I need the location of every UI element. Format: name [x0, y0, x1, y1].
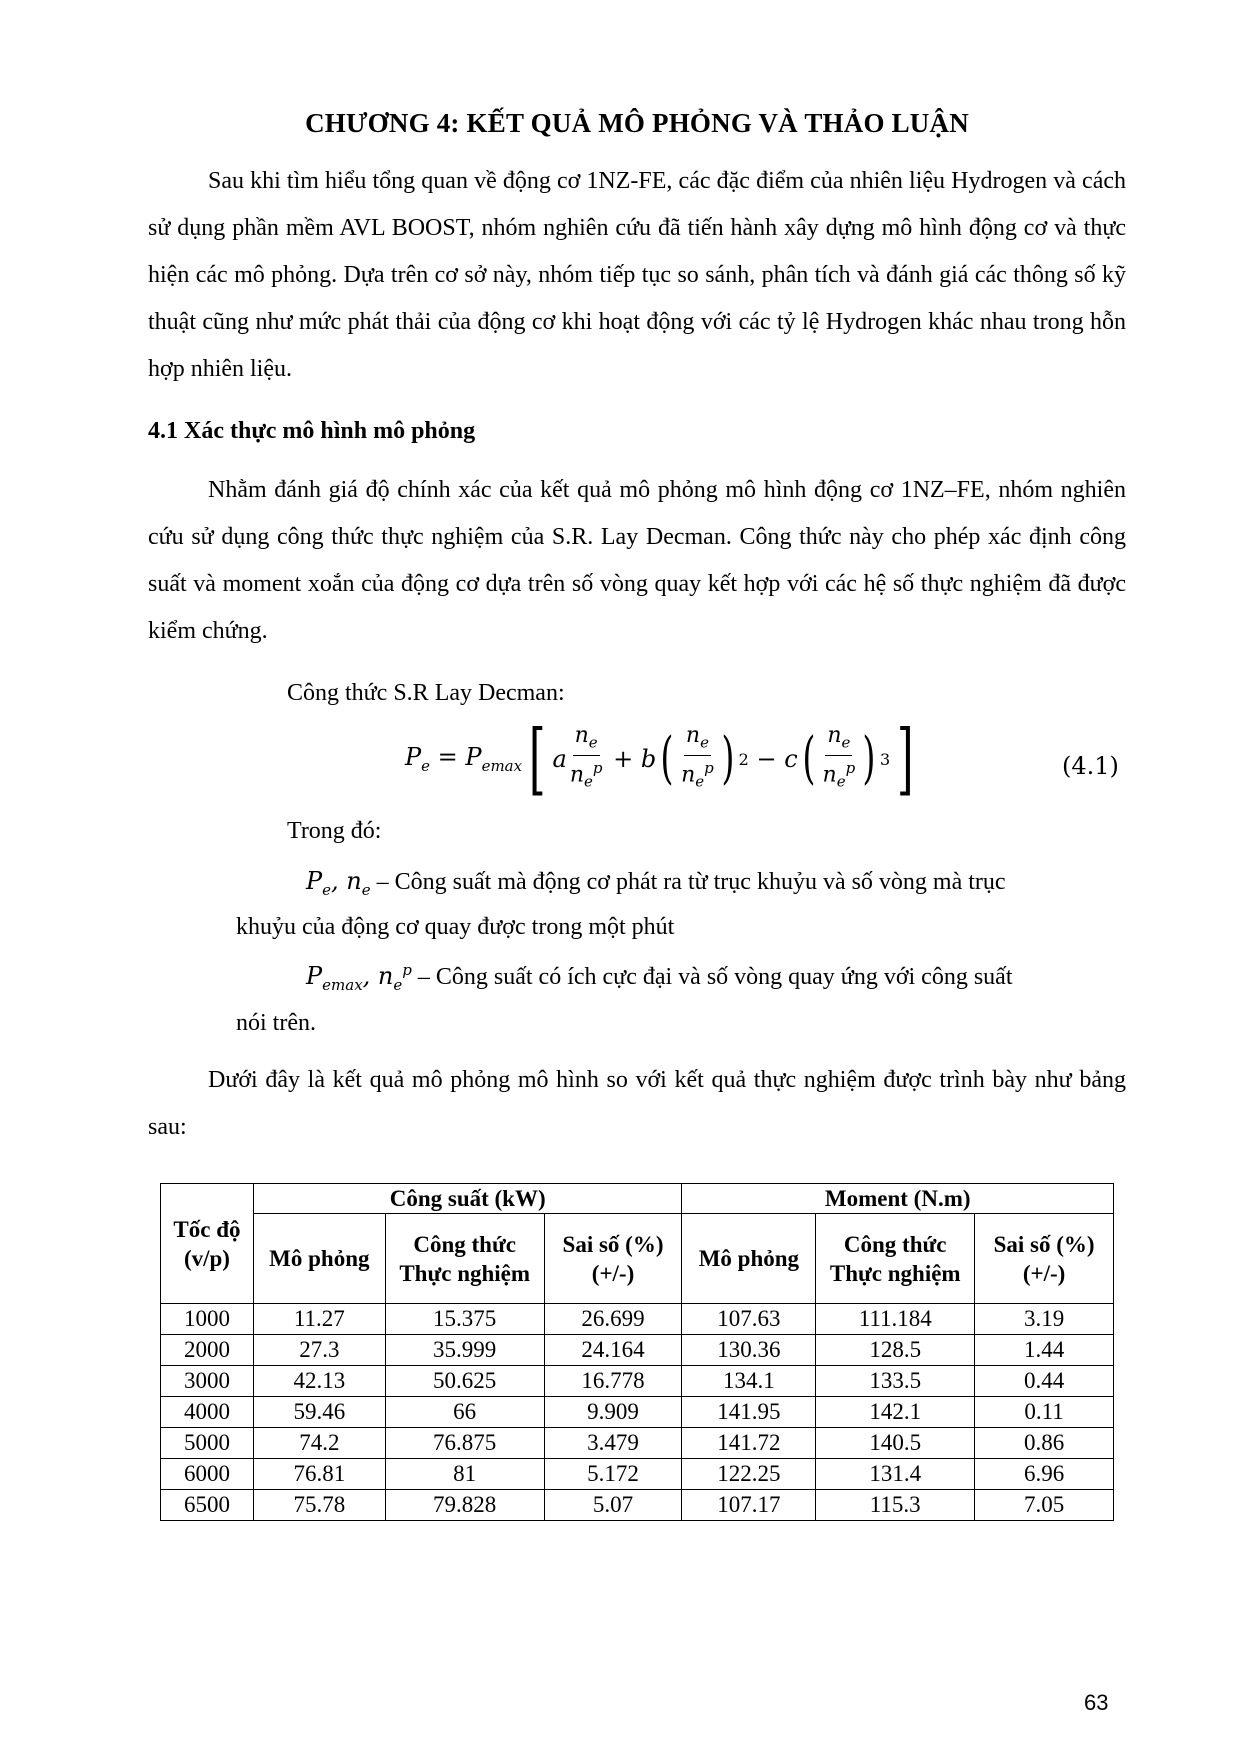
power-exp-header: Công thức Thực nghiệm: [385, 1214, 544, 1304]
table-cell: 9.909: [544, 1397, 682, 1428]
table-cell: 3000: [161, 1366, 254, 1397]
table-cell: 35.999: [385, 1335, 544, 1366]
table-cell: 128.5: [816, 1335, 975, 1366]
table-cell: 4000: [161, 1397, 254, 1428]
table-cell: 24.164: [544, 1335, 682, 1366]
intro-paragraph: Sau khi tìm hiểu tổng quan về động cơ 1NZ-FE, các đặc điểm của nhiên liệu Hydrogen và cách sử dụng phần mềm AVL BOOST, nhóm nghiên cứu đã tiến hành xây dựng mô hình động cơ và thực hiện các mô phỏng. Dựa trên cơ sở này, nhóm tiếp tục so sánh, phân tích và đánh giá các thông số kỹ thuật cũng như mức phát thải của động cơ khi hoạt động với các tỷ lệ Hydrogen khác nhau trong hỗn hợp nhiên liệu.: [148, 168, 1126, 382]
definition-1-line-2: khuỷu của động cơ quay được trong một phút: [236, 914, 675, 940]
moment-exp-header: Công thức Thực nghiệm: [816, 1214, 975, 1304]
table-cell: 6.96: [975, 1459, 1114, 1490]
table-cell: 0.44: [975, 1366, 1114, 1397]
power-err-header: Sai số (%) (+/-): [544, 1214, 682, 1304]
table-cell: 3.19: [975, 1304, 1114, 1335]
power-sim-header: Mô phỏng: [253, 1214, 385, 1304]
table-cell: 140.5: [816, 1428, 975, 1459]
moment-group-header: Moment (N.m): [682, 1184, 1114, 1214]
table-cell: 141.72: [682, 1428, 816, 1459]
table-cell: 122.25: [682, 1459, 816, 1490]
table-cell: 131.4: [816, 1459, 975, 1490]
table-row: [161, 1304, 1114, 1335]
table-cell: 115.3: [816, 1490, 975, 1521]
table-cell: 6000: [161, 1459, 254, 1490]
definition-2-line-1: $P_{emax}$, $n_e^p$ – Công suất có ích cực đại và số vòng quay ứng với công suất: [306, 961, 1013, 994]
table-cell: 0.11: [975, 1397, 1114, 1428]
table-cell: 1000: [161, 1304, 254, 1335]
table-cell: 2000: [161, 1335, 254, 1366]
definition-1-text: – Công suất mà động cơ phát ra từ trục khuỷu và số vòng mà trục: [376, 869, 1006, 895]
table-cell: 111.184: [816, 1304, 975, 1335]
table-cell: 76.875: [385, 1428, 544, 1459]
table-cell: 0.86: [975, 1428, 1114, 1459]
table-cell: 5000: [161, 1428, 254, 1459]
results-paragraph: Dưới đây là kết quả mô phỏng mô hình so với kết quả thực nghiệm được trình bày như bảng sau:: [148, 1067, 1126, 1140]
table-cell: 5.172: [544, 1459, 682, 1490]
table-cell: 134.1: [682, 1366, 816, 1397]
table-cell: 7.05: [975, 1490, 1114, 1521]
table-cell: 42.13: [253, 1366, 385, 1397]
table-cell: 5.07: [544, 1490, 682, 1521]
table-cell: 27.3: [253, 1335, 385, 1366]
definition-2-line-2: nói trên.: [236, 1010, 316, 1036]
formula-label: Công thức S.R Lay Decman:: [287, 680, 565, 706]
table-cell: 16.778: [544, 1366, 682, 1397]
table-cell: 75.78: [253, 1490, 385, 1521]
table-cell: 142.1: [816, 1397, 975, 1428]
speed-header: Tốc độ (v/p): [161, 1184, 254, 1304]
section-heading: 4.1 Xác thực mô hình mô phỏng: [148, 418, 476, 444]
table-cell: 3.479: [544, 1428, 682, 1459]
table-cell: 130.36: [682, 1335, 816, 1366]
table-cell: 79.828: [385, 1490, 544, 1521]
power-group-header: Công suất (kW): [253, 1184, 682, 1214]
table-cell: 107.17: [682, 1490, 816, 1521]
table-cell: 66: [385, 1397, 544, 1428]
table-cell: 81: [385, 1459, 544, 1490]
table-row: [161, 1397, 1114, 1428]
table-cell: 141.95: [682, 1397, 816, 1428]
table-cell: 50.625: [385, 1366, 544, 1397]
definition-1-line-1: $P_e$, $n_e$ – Công suất mà động cơ phát ra từ trục khuỷu và số vòng mà trục: [306, 867, 1006, 899]
definition-2-text: – Công suất có ích cực đại và số vòng quay ứng với công suất: [417, 964, 1013, 990]
table-row: [161, 1366, 1114, 1397]
table-cell: 6500: [161, 1490, 254, 1521]
section-paragraph: Nhằm đánh giá độ chính xác của kết quả mô phỏng mô hình động cơ 1NZ–FE, nhóm nghiên cứu sử dụng công thức thực nghiệm của S.R. Lay Decman. Công thức này cho phép xác định công suất và moment xoắn của động cơ dựa trên số vòng quay kết hợp với các hệ số thực nghiệm đã được kiểm chứng.: [148, 477, 1126, 644]
equation-number: (4.1): [1062, 752, 1119, 780]
table-cell: 26.699: [544, 1304, 682, 1335]
table-cell: 15.375: [385, 1304, 544, 1335]
table-cell: 107.63: [682, 1304, 816, 1335]
table-row: [161, 1428, 1114, 1459]
table-cell: 11.27: [253, 1304, 385, 1335]
page-number: 63: [1084, 1690, 1109, 1715]
table-cell: 133.5: [816, 1366, 975, 1397]
lay-decman-formula: $P_e = P_{emax}$ [ a $\frac{n_e}{n_e^p}$ + b ( $\frac{n_e}{n_e^p}$ ) 2 − c ( $\frac{n_e}{n_e^p}$ ) 3 ]: [405, 714, 914, 804]
where-label: Trong đó:: [287, 818, 382, 844]
table-cell: 74.2: [253, 1428, 385, 1459]
table-row: [161, 1335, 1114, 1366]
table-cell: 76.81: [253, 1459, 385, 1490]
chapter-title: CHƯƠNG 4: KẾT QUẢ MÔ PHỎNG VÀ THẢO LUẬN: [305, 108, 969, 138]
moment-sim-header: Mô phỏng: [682, 1214, 816, 1304]
table-cell: 59.46: [253, 1397, 385, 1428]
table-row: [161, 1459, 1114, 1490]
table-row: [161, 1490, 1114, 1521]
moment-err-header: Sai số (%) (+/-): [975, 1214, 1114, 1304]
table-cell: 1.44: [975, 1335, 1114, 1366]
results-table: [160, 1183, 1114, 1521]
